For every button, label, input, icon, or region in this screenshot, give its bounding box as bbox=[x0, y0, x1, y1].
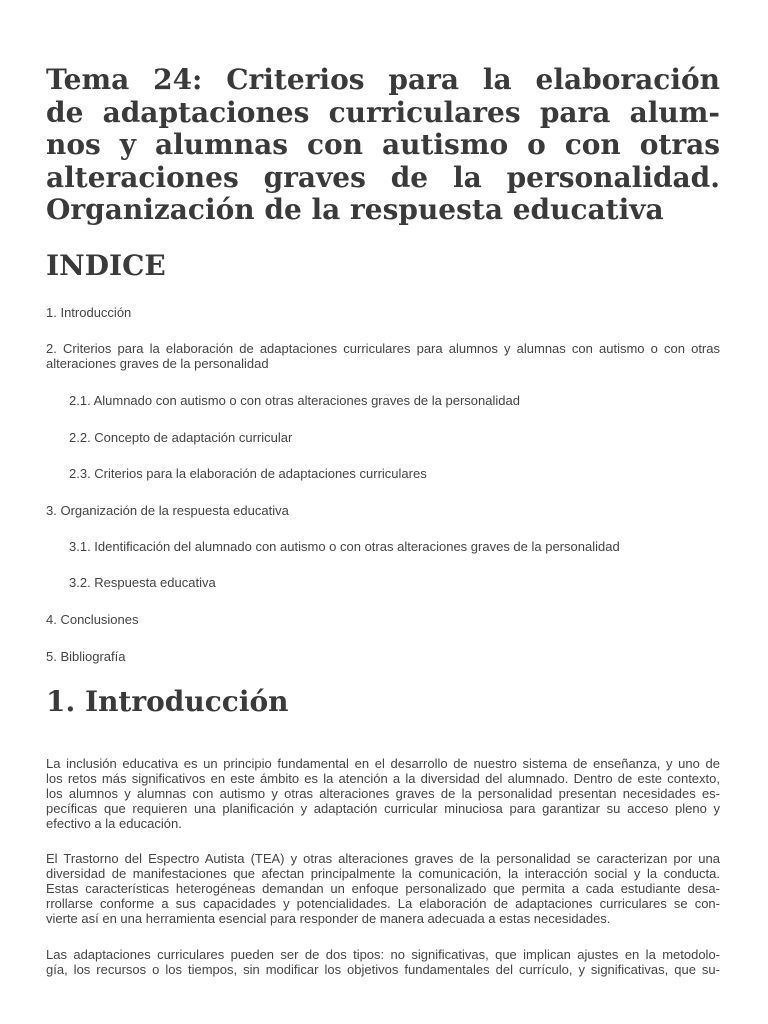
paragraph-line: gía, los recursos o los tiempos, sin modificar los objetivos fundamentales del currículo, y significativas, que su- bbox=[46, 962, 720, 977]
paragraph-line: diversidad de manifestaciones que afectan principalmente la comunicación, la interacción social y la conducta. bbox=[46, 866, 720, 881]
index-heading: INDICE bbox=[46, 249, 166, 282]
title-line: de adaptaciones curriculares para alum- bbox=[46, 95, 720, 129]
toc-item-1[interactable]: 1. Introducción bbox=[46, 305, 132, 320]
paragraph-line: Las adaptaciones curriculares pueden ser de dos tipos: no significativas, que implican ajustes en la metodolo- bbox=[46, 947, 720, 962]
document-title bbox=[46, 64, 720, 227]
toc-item-3-1[interactable]: 3.1. Identificación del alumnado con autismo o con otras alteraciones graves de la personalidad bbox=[69, 539, 620, 554]
toc-item-5[interactable]: 5. Bibliografía bbox=[46, 649, 126, 664]
section-heading-introduccion: 1. Introducción bbox=[46, 685, 289, 718]
paragraph-line: Estas características heterogéneas demandan un enfoque personalizado que permita a cada estudiante desa- bbox=[46, 881, 720, 896]
paragraph-line: rrollarse conforme a sus capacidades y potencialidades. La elaboración de adaptaciones curriculares se con- bbox=[46, 896, 720, 911]
toc-item-2-1[interactable]: 2.1. Alumnado con autismo o con otras alteraciones graves de la personalidad bbox=[69, 393, 520, 408]
toc-item-4[interactable]: 4. Conclusiones bbox=[46, 612, 139, 627]
paragraph-line: vierte así en una herramienta esencial para responder de manera adecuada a estas necesidades. bbox=[46, 911, 611, 926]
paragraph-line: los retos más significativos en este ámbito es la atención a la diversidad del alumnado. Dentro de este contexto, bbox=[46, 771, 720, 786]
paragraph bbox=[46, 756, 720, 831]
toc-item-3[interactable]: 3. Organización de la respuesta educativa bbox=[46, 503, 289, 518]
paragraph-line: El Trastorno del Espectro Autista (TEA) y otras alteraciones graves de la personalidad se caracterizan por una bbox=[46, 851, 720, 866]
paragraph-line: los alumnos y alumnas con autismo y otras alteraciones graves de la personalidad presentan necesidades es- bbox=[46, 786, 720, 801]
toc-item-2-2[interactable]: 2.2. Concepto de adaptación curricular bbox=[69, 430, 293, 445]
paragraph-line: La inclusión educativa es un principio fundamental en el desarrollo de nuestro sistema de enseñanza, y uno de bbox=[46, 756, 720, 771]
paragraph bbox=[46, 947, 720, 977]
title-line: nos y alumnas con autismo o con otras bbox=[46, 128, 720, 161]
title-line: Tema 24: Criterios para la elaboración bbox=[46, 63, 720, 96]
toc-item-2[interactable]: 2. Criterios para la elaboración de adaptaciones curriculares para alumnos y alumnas con autismo o con otras alteraciones graves de la personalidad bbox=[46, 341, 720, 371]
paragraph-line: pecíficas que requieren una planificación y adaptación curricular minuciosa para garantizar su acceso pleno y bbox=[46, 801, 720, 816]
toc-item-2-3[interactable]: 2.3. Criterios para la elaboración de adaptaciones curriculares bbox=[69, 466, 427, 481]
paragraph-line: efectivo a la educación. bbox=[46, 816, 182, 831]
title-line: alteraciones graves de la personalidad. bbox=[46, 160, 720, 194]
title-line: Organización de la respuesta educativa bbox=[46, 193, 664, 226]
paragraph bbox=[46, 851, 720, 926]
toc-item-3-2[interactable]: 3.2. Respuesta educativa bbox=[69, 575, 216, 590]
